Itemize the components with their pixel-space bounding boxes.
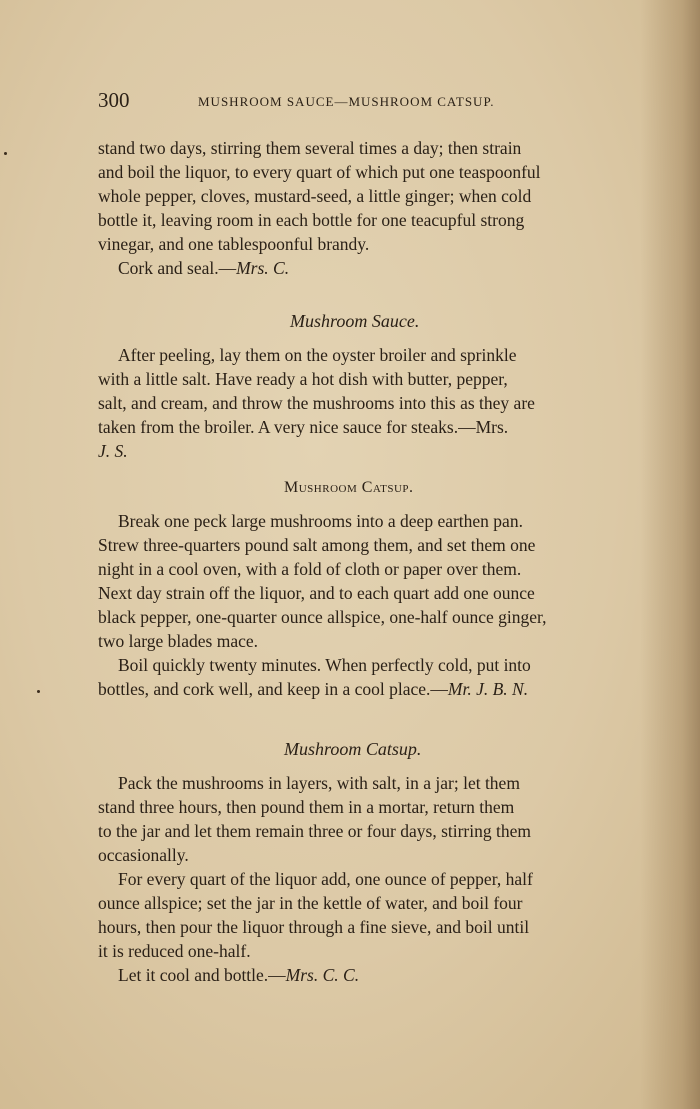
text-line: taken from the broiler. A very nice sauce for steaks.—Mrs. bbox=[98, 417, 509, 437]
text-line: with a little salt. Have ready a hot dish with butter, pepper, bbox=[98, 369, 508, 389]
recipe-title: Mushroom Catsup. bbox=[284, 739, 422, 759]
text-line: hours, then pour the liquor through a fine sieve, and boil until bbox=[98, 917, 530, 937]
text-line: Next day strain off the liquor, and to each quart add one ounce bbox=[98, 583, 535, 603]
text-line: it is reduced one-half. bbox=[98, 941, 251, 961]
running-head: MUSHROOM SAUCE—MUSHROOM CATSUP. bbox=[198, 94, 495, 109]
text-line: After peeling, lay them on the oyster broiler and sprinkle bbox=[118, 345, 517, 365]
recipe-body bbox=[98, 509, 634, 701]
signature: J. S. bbox=[98, 441, 128, 461]
page-header bbox=[98, 88, 638, 118]
closing-line bbox=[98, 963, 634, 987]
text-line: whole pepper, cloves, mustard-seed, a little ginger; when cold bbox=[98, 186, 532, 206]
page-speck bbox=[37, 690, 40, 693]
closing-line bbox=[98, 256, 634, 280]
recipe-title: Mushroom Catsup. bbox=[284, 479, 414, 496]
recipe-title: Mushroom Sauce. bbox=[290, 311, 420, 331]
text-line: Boil quickly twenty minutes. When perfectly cold, put into bbox=[118, 655, 531, 675]
text-line: Pack the mushrooms in layers, with salt, in a jar; let them bbox=[118, 773, 520, 793]
recipe-body bbox=[98, 343, 634, 463]
text-line: salt, and cream, and throw the mushrooms into this as they are bbox=[98, 393, 535, 413]
text-line: ounce allspice; set the jar in the kettle of water, and boil four bbox=[98, 893, 523, 913]
text-line: Break one peck large mushrooms into a deep earthen pan. bbox=[118, 511, 523, 531]
closing-text: Let it cool and bottle.— bbox=[118, 965, 286, 985]
text-line: and boil the liquor, to every quart of which put one teaspoonful bbox=[98, 162, 541, 182]
page-speck bbox=[4, 152, 7, 155]
signature: Mr. J. B. N. bbox=[447, 679, 529, 699]
page-number: 300 bbox=[98, 88, 130, 112]
text-line bbox=[98, 677, 634, 701]
text-line: For every quart of the liquor add, one ounce of pepper, half bbox=[118, 869, 533, 889]
text-line: vinegar, and one tablespoonful brandy. bbox=[98, 234, 370, 254]
text-line: stand three hours, then pound them in a mortar, return them bbox=[98, 797, 515, 817]
recipe-body bbox=[98, 771, 634, 987]
closing-text: Cork and seal.— bbox=[118, 258, 237, 278]
text-line: occasionally. bbox=[98, 845, 189, 865]
signature: Mrs. C. C. bbox=[285, 965, 360, 985]
text-line: bottle it, leaving room in each bottle for one teacupful strong bbox=[98, 210, 525, 230]
text-line: black pepper, one-quarter ounce allspice, one-half ounce ginger, bbox=[98, 607, 547, 627]
text-line: stand two days, stirring them several times a day; then strain bbox=[98, 138, 522, 158]
continuation-text bbox=[98, 136, 634, 280]
text-line: Strew three-quarters pound salt among them, and set them one bbox=[98, 535, 536, 555]
closing-text: bottles, and cork well, and keep in a cool place.— bbox=[98, 679, 448, 699]
text-line: night in a cool oven, with a fold of cloth or paper over them. bbox=[98, 559, 522, 579]
signature: Mrs. C. bbox=[236, 258, 290, 278]
text-line: two large blades mace. bbox=[98, 631, 259, 651]
text-line: to the jar and let them remain three or four days, stirring them bbox=[98, 821, 531, 841]
